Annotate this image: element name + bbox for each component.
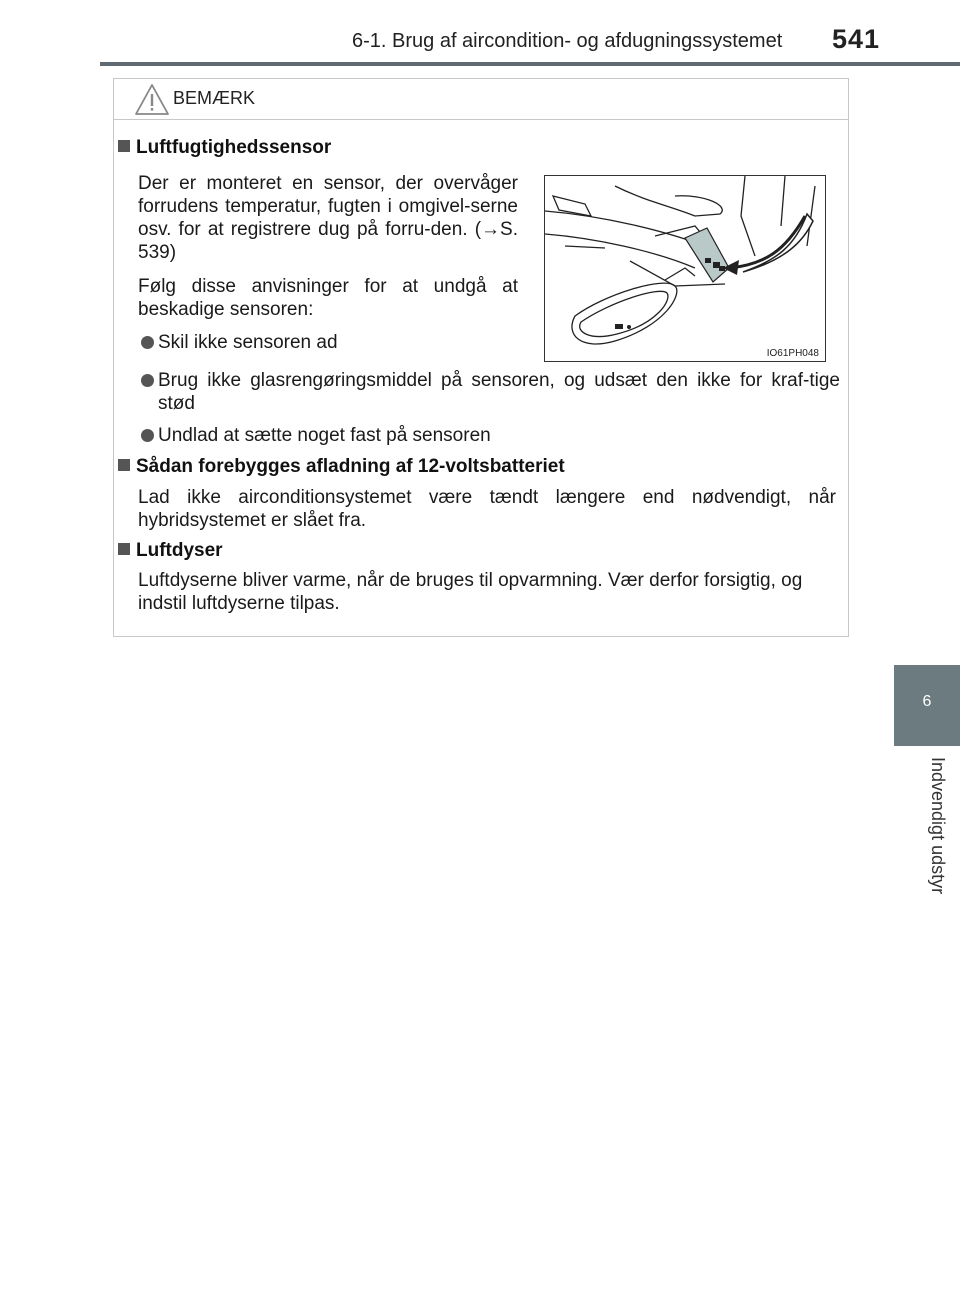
figure-code: IO61PH048	[766, 348, 819, 359]
square-bullet-icon	[118, 140, 130, 152]
section-title: 6-1. Brug af aircondition- og afdugningssystemet	[352, 30, 783, 52]
list-item: Skil ikke sensoren ad	[158, 331, 518, 354]
notice-title: BEMÆRK	[173, 88, 256, 108]
section-heading-battery: Sådan forebygges afladning af 12-voltsbatteriet	[118, 456, 565, 478]
paragraph: Følg disse anvisninger for at undgå at beskadige sensoren:	[138, 276, 518, 320]
chapter-title: Indvendigt udstyr	[928, 757, 948, 895]
list-item: Undlad at sætte noget fast på sensoren	[158, 424, 840, 447]
mirror-sensor-drawing	[545, 176, 825, 361]
bullet-dot-icon	[141, 336, 154, 349]
page-number: 541	[832, 24, 881, 54]
section-heading-air-vents: Luftdyser	[118, 540, 223, 562]
paragraph: Lad ikke airconditionsystemet være tændt længere end nødvendigt, når hybridsystemet er slået fra.	[138, 487, 836, 531]
notice-header	[114, 79, 848, 120]
list-item: Brug ikke glasrengøringsmiddel på sensoren, og udsæt den ikke for kraf-tige stød	[158, 369, 840, 415]
paragraph: Der er monteret en sensor, der overvåger forrudens temperatur, fugten i omgivel-serne osv. for at registrere dug på forru-den. (→S. 539)	[138, 173, 518, 263]
chapter-tab: 6	[894, 665, 960, 746]
section-heading-humidity-sensor: Luftfugtighedssensor	[118, 137, 331, 159]
warning-triangle-icon	[134, 83, 170, 116]
header-divider	[100, 62, 960, 66]
sensor-illustration	[544, 175, 826, 362]
bullet-dot-icon	[141, 429, 154, 442]
paragraph: Luftdyserne bliver varme, når de bruges til opvarmning. Vær derfor forsigtig, og indstil luftdyserne tilpas.	[138, 570, 803, 614]
square-bullet-icon	[118, 459, 130, 471]
bullet-dot-icon	[141, 374, 154, 387]
square-bullet-icon	[118, 543, 130, 555]
